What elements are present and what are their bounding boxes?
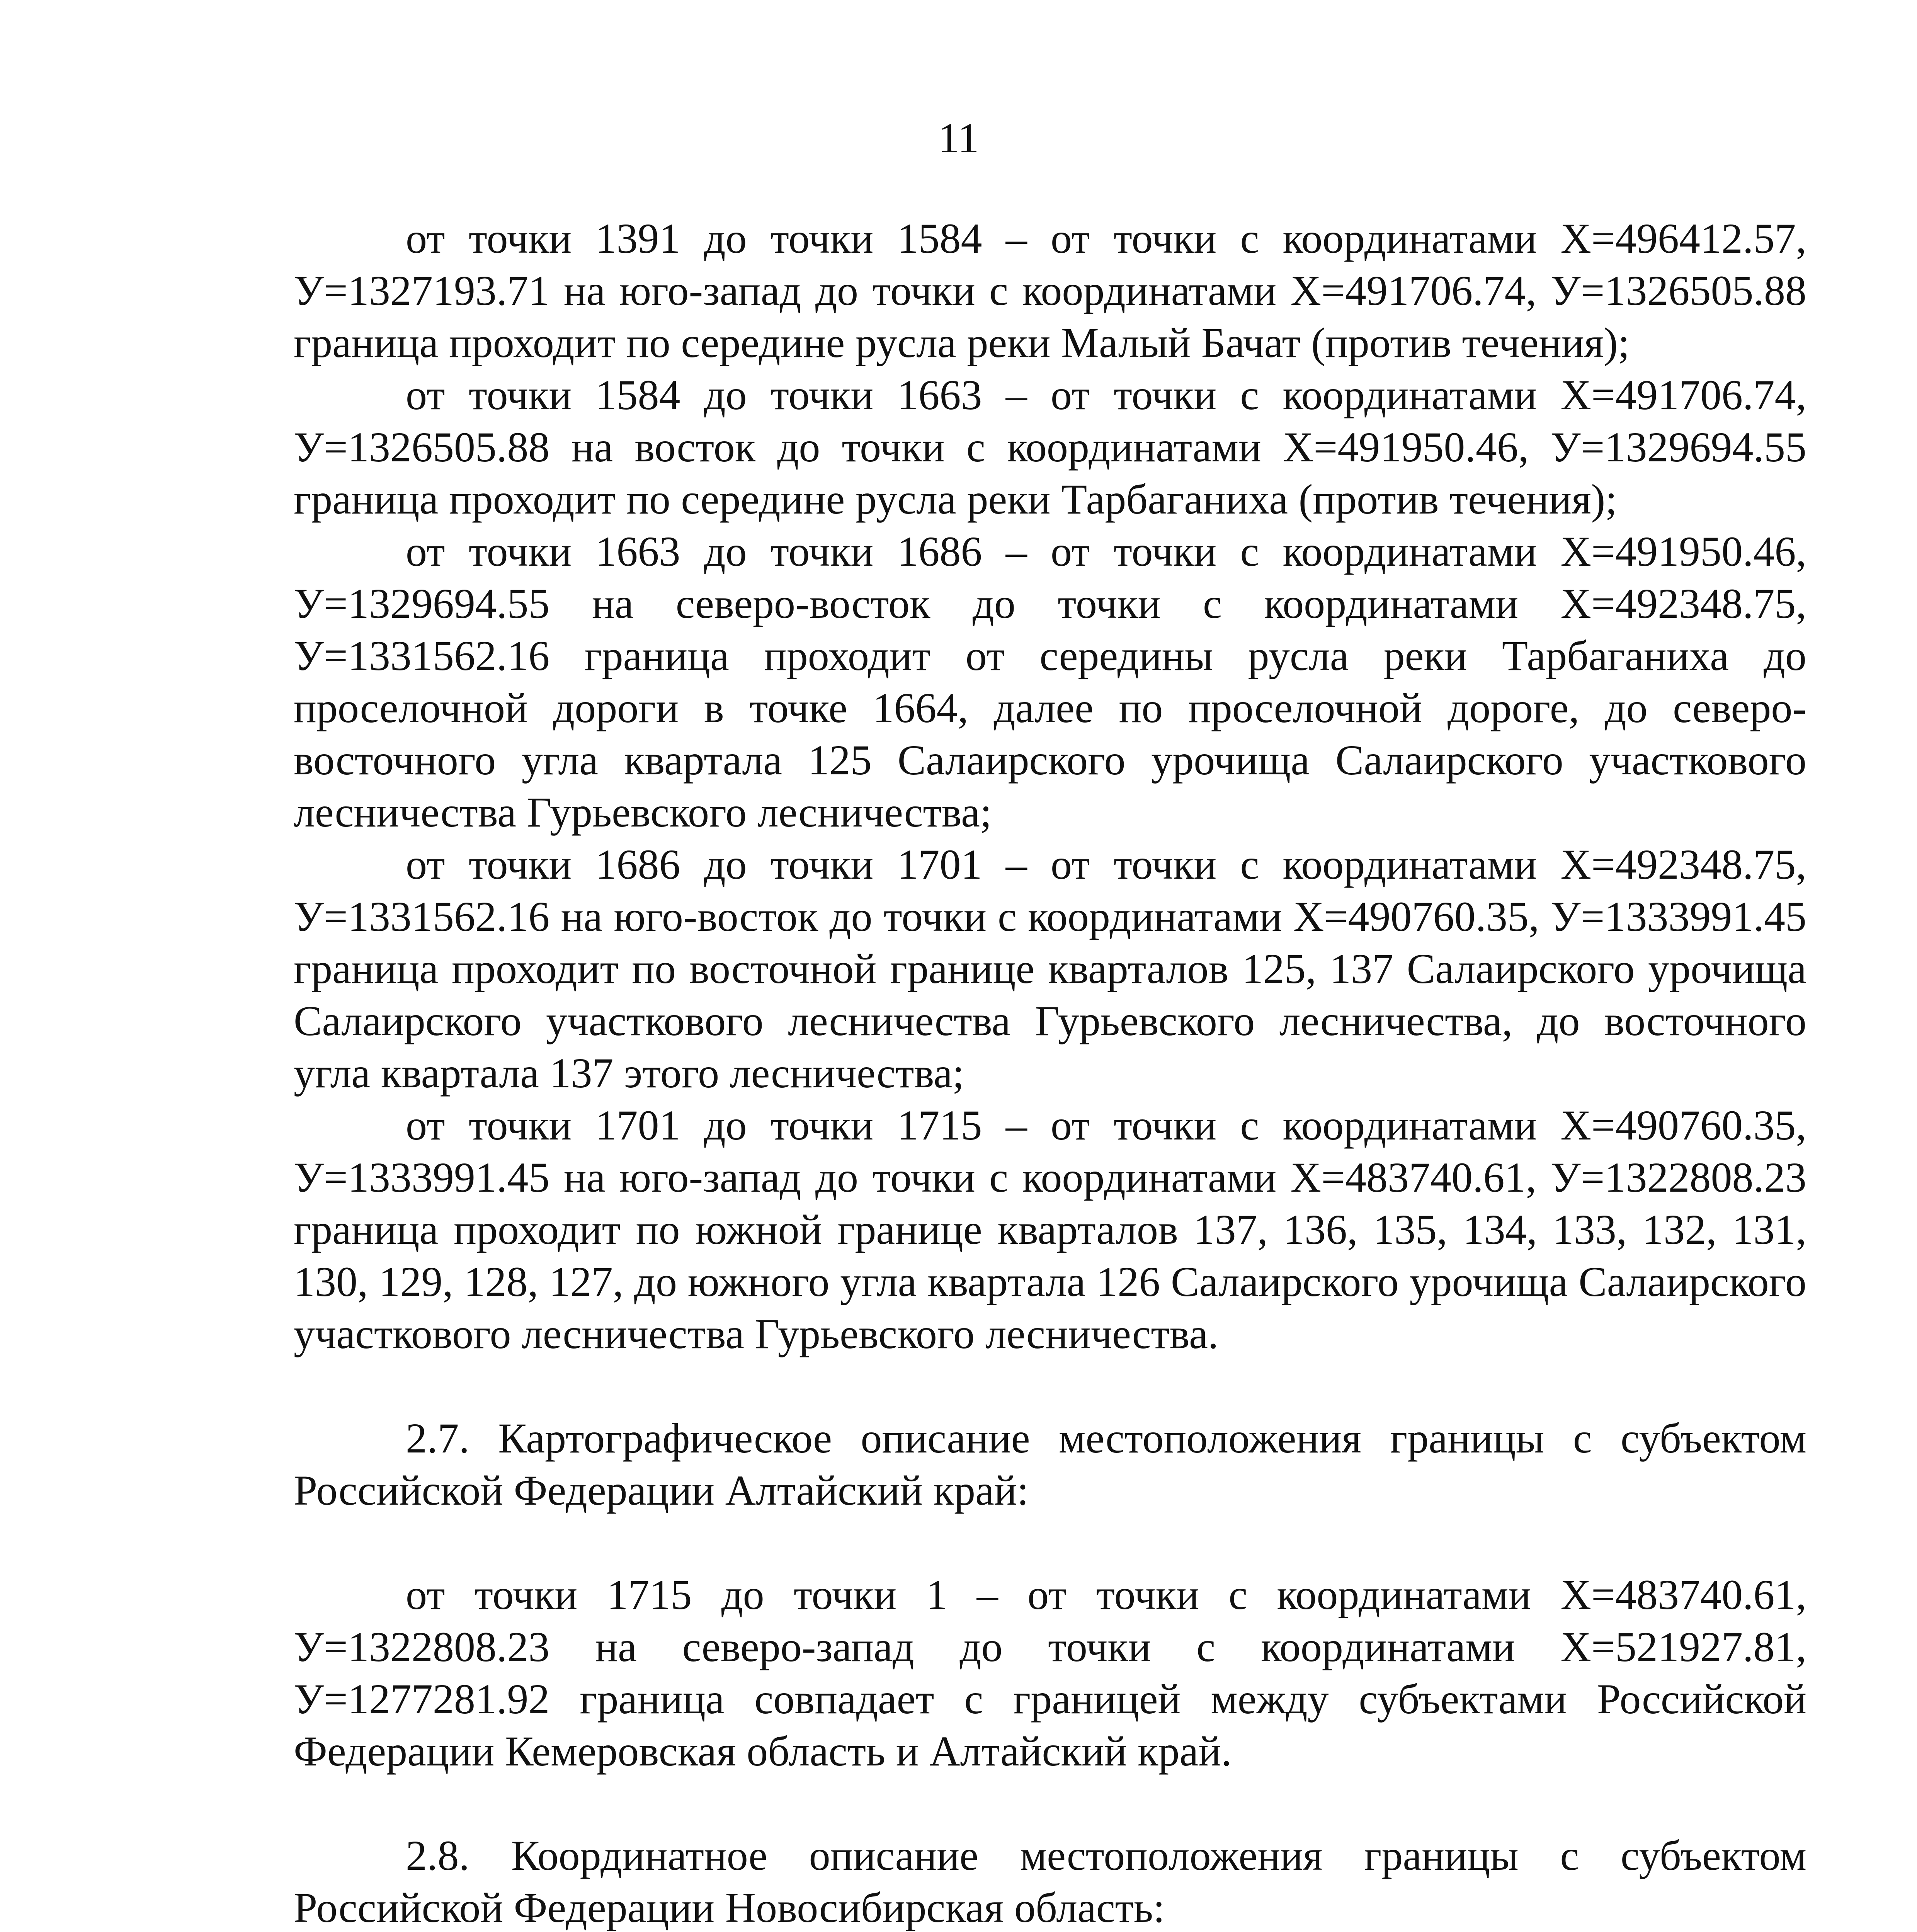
boundary-paragraph: от точки 1391 до точки 1584 – от точки с координатами Х=496412.57, У=1327193.71 на юго-запад до точки с координатами Х=491706.74, У=1326505.88 граница проходит по середине русла реки Малый Бачат (против течения); bbox=[294, 215, 1806, 366]
page-number: 11 bbox=[938, 114, 979, 162]
spacer bbox=[294, 1517, 1806, 1569]
boundary-paragraph: от точки 1584 до точки 1663 – от точки с координатами Х=491706.74, У=1326505.88 на восток до точки с координатами Х=491950.46, У=1329694.55 граница проходит по середине русла реки Тарбаганиха (против течения); bbox=[294, 371, 1806, 523]
section-2-7-heading: 2.7. Картографическое описание местоположения границы с субъектом Российской Федерации Алтайский край: bbox=[294, 1415, 1806, 1514]
body-text bbox=[294, 213, 1806, 1932]
boundary-paragraph: от точки 1701 до точки 1715 – от точки с координатами Х=490760.35, У=1333991.45 на юго-запад до точки с координатами Х=483740.61, У=1322808.23 граница проходит по южной границе кварталов 137, 136, 135, 134, 133, 132, 131, 130, 129, 128, 127, до южного угла квартала 126 Салаирского урочища Салаирского участкового лесничества Гурьевского лесничества. bbox=[294, 1102, 1806, 1357]
boundary-paragraph: от точки 1686 до точки 1701 – от точки с координатами Х=492348.75, У=1331562.16 на юго-восток до точки с координатами Х=490760.35, У=1333991.45 граница проходит по восточной границе кварталов 125, 137 Салаирского урочища Салаирского участкового лесничества Гурьевского лесничества, до восточного угла квартала 137 этого лесничества; bbox=[294, 841, 1806, 1097]
boundary-paragraph: от точки 1663 до точки 1686 – от точки с координатами Х=491950.46, У=1329694.55 на северо-восток до точки с координатами Х=492348.75, У=1331562.16 граница проходит от середины русла реки Тарбаганиха до проселочной дороги в точке 1664, далее по проселочной дороге, до северо-восточного угла квартала 125 Салаирского урочища Салаирского участкового лесничества Гурьевского лесничества; bbox=[294, 528, 1806, 836]
section-2-8-heading: 2.8. Координатное описание местоположения границы с субъектом Российской Федерации Новосибирская область: bbox=[294, 1832, 1806, 1931]
section-2-7-text: от точки 1715 до точки 1 – от точки с координатами Х=483740.61, У=1322808.23 на северо-запад до точки с координатами Х=521927.81, У=1277281.92 граница совпадает с границей между субъектами Российской Федерации Кемеровская область и Алтайский край. bbox=[294, 1571, 1806, 1775]
spacer bbox=[294, 1777, 1806, 1830]
spacer bbox=[294, 1360, 1806, 1412]
